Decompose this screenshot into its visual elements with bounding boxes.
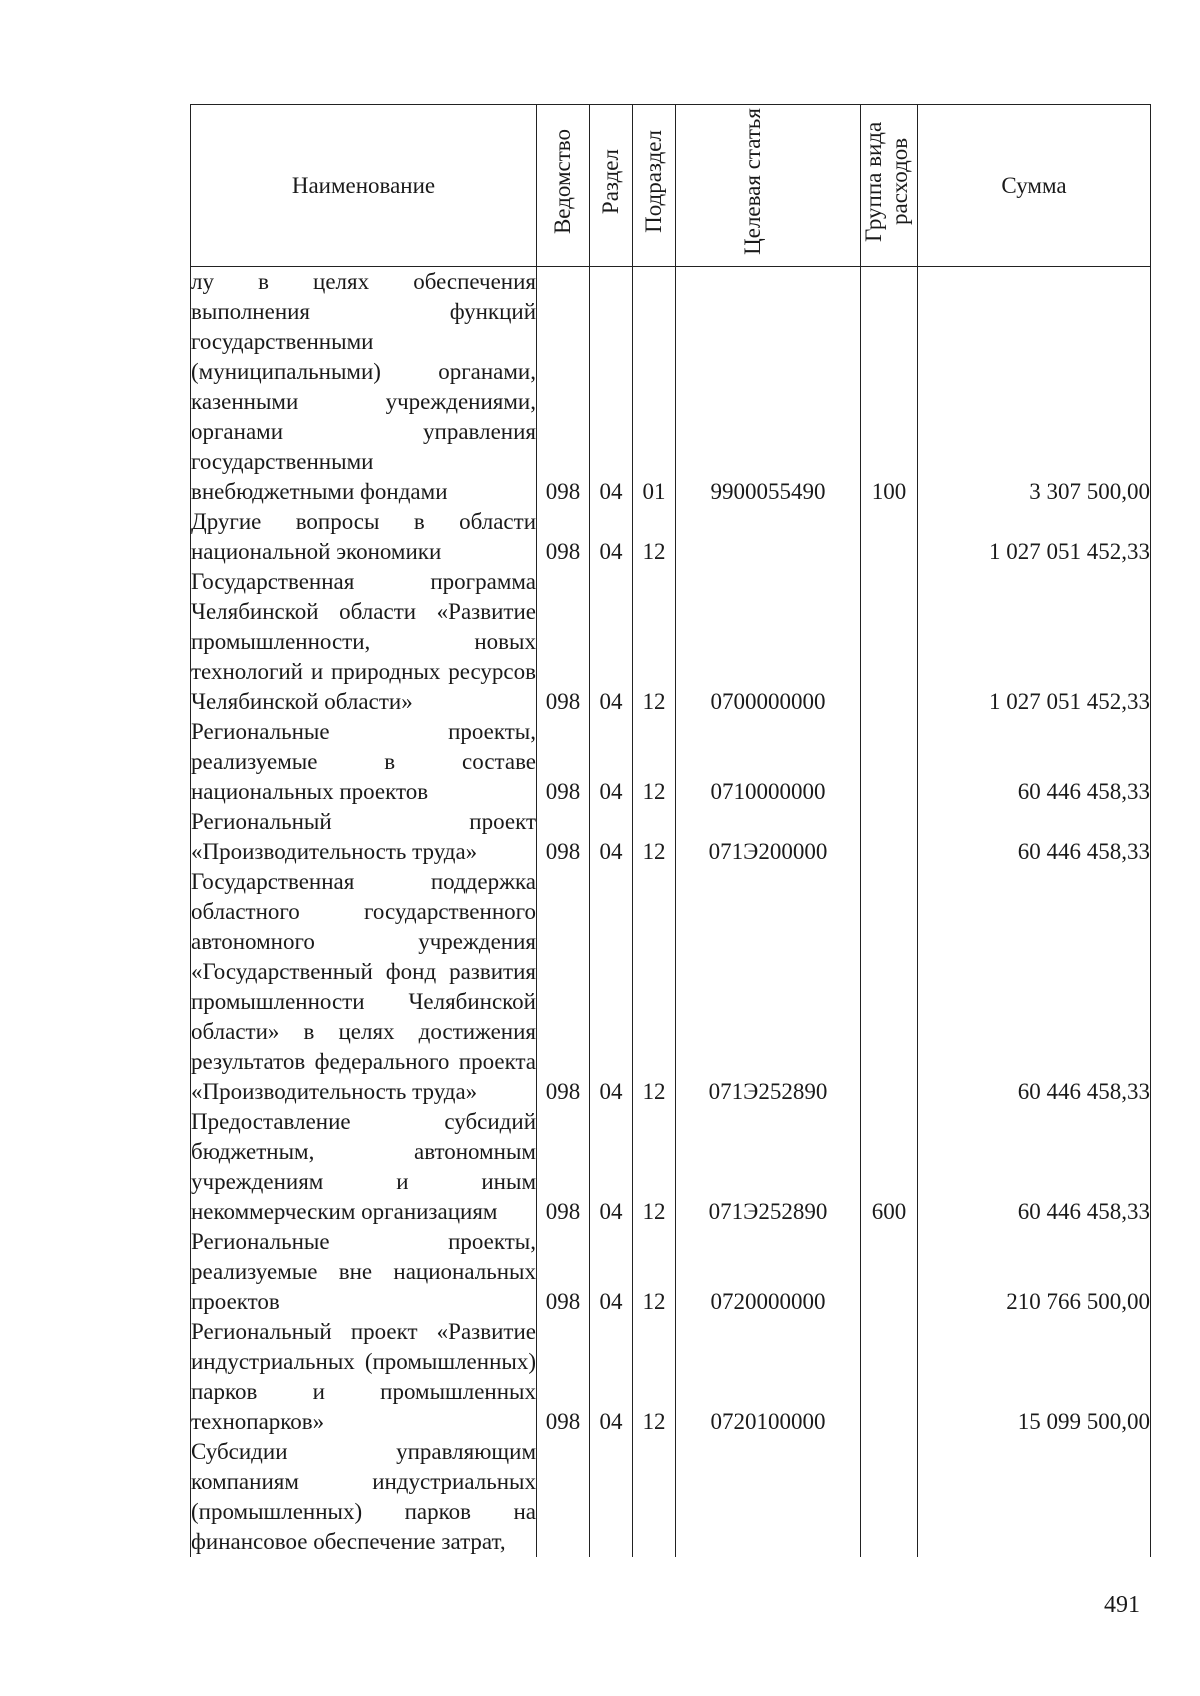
page-number: 491 (1104, 1592, 1140, 1618)
row-vedomstvo: 098 (537, 1317, 590, 1437)
row-gruppa (861, 807, 918, 867)
row-razdel: 04 (590, 867, 633, 1107)
row-gruppa (861, 717, 918, 807)
row-vedomstvo: 098 (537, 1227, 590, 1317)
row-podrazdel: 12 (633, 567, 676, 717)
row-vedomstvo: 098 (537, 867, 590, 1107)
row-celevaya (676, 507, 861, 567)
row-vedomstvo: 098 (537, 717, 590, 807)
row-gruppa (861, 567, 918, 717)
row-name: Субсидии управляющим компаниям индустриальных (промышленных) парков на финансовое обеспечение затрат, (191, 1437, 537, 1557)
row-gruppa (861, 507, 918, 567)
row-summa: 60 446 458,33 (918, 807, 1151, 867)
table-row (191, 507, 1151, 567)
row-celevaya: 071Э200000 (676, 807, 861, 867)
row-podrazdel: 12 (633, 1107, 676, 1227)
row-celevaya: 0710000000 (676, 717, 861, 807)
table-row (191, 867, 1151, 1107)
row-razdel (590, 1437, 633, 1557)
header-gruppa (861, 105, 918, 267)
row-razdel: 04 (590, 567, 633, 717)
row-celevaya: 0720000000 (676, 1227, 861, 1317)
row-name: Другие вопросы в области национальной экономики (191, 507, 537, 567)
row-name: лу в целях обеспечения выполнения функций государственными (муниципальными) органами, казенными учреждениями, органами управления государственными внебюджетными фондами (191, 267, 537, 508)
row-summa: 210 766 500,00 (918, 1227, 1151, 1317)
table-row (191, 1437, 1151, 1557)
row-razdel: 04 (590, 1107, 633, 1227)
table-row (191, 267, 1151, 508)
header-summa (918, 105, 1151, 267)
row-gruppa (861, 1437, 918, 1557)
row-vedomstvo: 098 (537, 807, 590, 867)
table-header-row (191, 105, 1151, 267)
header-gruppa-label: Группа вида расходов (861, 121, 912, 242)
row-summa: 60 446 458,33 (918, 717, 1151, 807)
row-razdel: 04 (590, 267, 633, 508)
row-name: Региональный проект «Развитие индустриальных (промышленных) парков и промышленных технопарков» (191, 1317, 537, 1437)
header-podrazdel (633, 105, 676, 267)
row-gruppa (861, 1317, 918, 1437)
header-celevaya (676, 105, 861, 267)
row-vedomstvo (537, 1437, 590, 1557)
row-podrazdel: 12 (633, 1317, 676, 1437)
header-vedomstvo (537, 105, 590, 267)
row-name: Предоставление субсидий бюджетным, автономным учреждениям и иным некоммерческим организациям (191, 1107, 537, 1227)
row-podrazdel: 01 (633, 267, 676, 508)
row-vedomstvo: 098 (537, 507, 590, 567)
row-summa: 60 446 458,33 (918, 1107, 1151, 1227)
row-razdel: 04 (590, 717, 633, 807)
row-celevaya: 9900055490 (676, 267, 861, 508)
row-podrazdel (633, 1437, 676, 1557)
table-row (191, 807, 1151, 867)
table-row (191, 717, 1151, 807)
header-vedomstvo-label: Ведомство (550, 128, 575, 235)
table-row (191, 567, 1151, 717)
row-vedomstvo: 098 (537, 567, 590, 717)
row-summa (918, 1437, 1151, 1557)
row-gruppa (861, 1227, 918, 1317)
header-razdel-label: Раздел (598, 148, 623, 215)
row-razdel: 04 (590, 1227, 633, 1317)
row-name: Государственная поддержка областного государственного автономного учреждения «Государственный фонд развития промышленности Челябинской области» в целях достижения результатов федерального проекта «Производительность труда» (191, 867, 537, 1107)
header-razdel (590, 105, 633, 267)
row-razdel: 04 (590, 807, 633, 867)
row-name: Региональные проекты, реализуемые вне национальных проектов (191, 1227, 537, 1317)
row-podrazdel: 12 (633, 1227, 676, 1317)
row-summa: 60 446 458,33 (918, 867, 1151, 1107)
header-podrazdel-label: Подраздел (641, 130, 666, 233)
row-summa: 3 307 500,00 (918, 267, 1151, 508)
table-row (191, 1107, 1151, 1227)
header-summa-label: Сумма (1001, 172, 1067, 198)
row-gruppa (861, 867, 918, 1107)
row-celevaya (676, 1437, 861, 1557)
row-celevaya: 071Э252890 (676, 867, 861, 1107)
header-celevaya-label: Целевая статья (740, 108, 765, 255)
table-row (191, 1227, 1151, 1317)
header-name (191, 105, 537, 267)
row-razdel: 04 (590, 1317, 633, 1437)
row-name: Государственная программа Челябинской области «Развитие промышленности, новых технологий и природных ресурсов Челябинской области» (191, 567, 537, 717)
row-name: Региональные проекты, реализуемые в составе национальных проектов (191, 717, 537, 807)
row-summa: 15 099 500,00 (918, 1317, 1151, 1437)
row-summa: 1 027 051 452,33 (918, 507, 1151, 567)
row-podrazdel: 12 (633, 807, 676, 867)
row-razdel: 04 (590, 507, 633, 567)
budget-table (190, 104, 1151, 1557)
row-vedomstvo: 098 (537, 1107, 590, 1227)
row-gruppa: 100 (861, 267, 918, 508)
row-celevaya: 071Э252890 (676, 1107, 861, 1227)
row-celevaya: 0700000000 (676, 567, 861, 717)
row-gruppa: 600 (861, 1107, 918, 1227)
row-name: Региональный проект «Производительность труда» (191, 807, 537, 867)
row-summa: 1 027 051 452,33 (918, 567, 1151, 717)
row-podrazdel: 12 (633, 507, 676, 567)
row-vedomstvo: 098 (537, 267, 590, 508)
row-podrazdel: 12 (633, 867, 676, 1107)
row-podrazdel: 12 (633, 717, 676, 807)
row-celevaya: 0720100000 (676, 1317, 861, 1437)
header-name-label: Наименование (291, 172, 436, 198)
table-row (191, 1317, 1151, 1437)
